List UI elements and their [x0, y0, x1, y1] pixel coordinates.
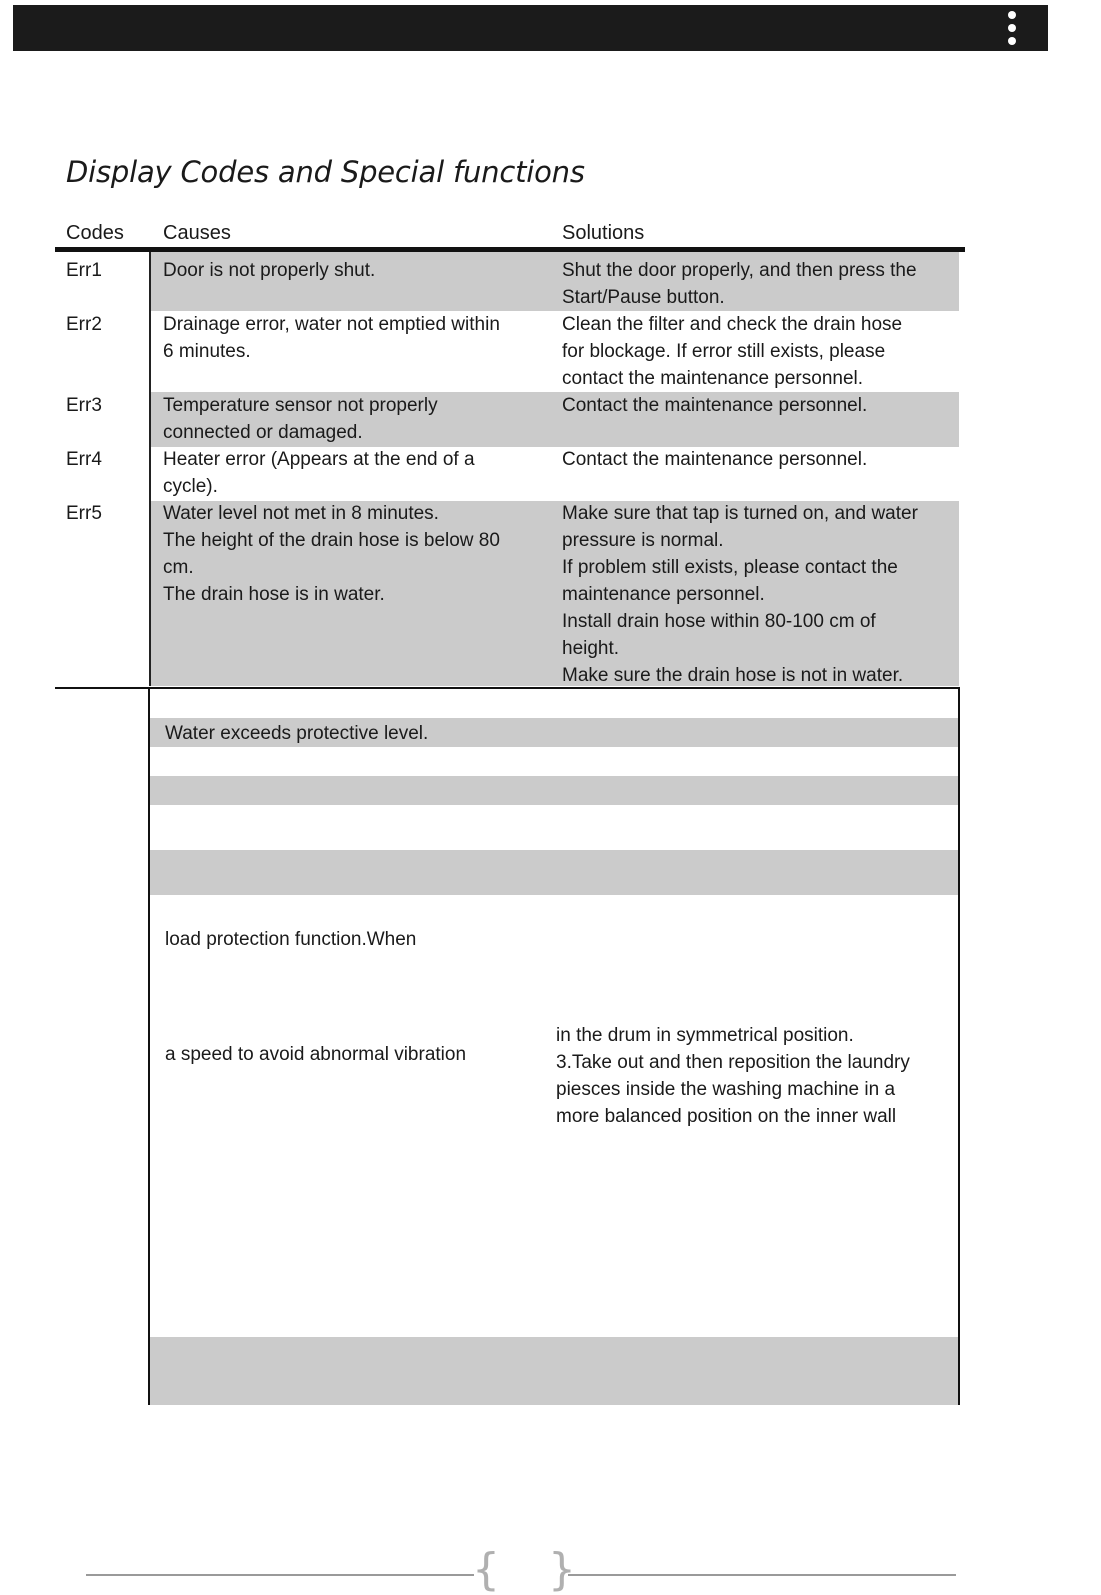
- error-code: Err3: [66, 395, 102, 416]
- column-header-solutions: Solutions: [562, 222, 645, 244]
- error-code: Err5: [66, 503, 102, 524]
- footer-rule-left: [86, 1574, 474, 1576]
- solution-text: Shut the door properly, and then press the Start/Pause button.: [562, 260, 917, 308]
- protective-level-text: Water exceeds protective level.: [165, 723, 429, 744]
- code-column-divider: [149, 252, 151, 686]
- error-code: Err2: [66, 314, 102, 335]
- cause-text: Heater error (Appears at the end of a cycle).: [163, 449, 475, 497]
- column-header-codes: Codes: [66, 222, 124, 244]
- solution-text: Clean the filter and check the drain hose for blockage. If error still exists, please contact the maintenance personnel.: [562, 314, 903, 389]
- error-code: Err4: [66, 449, 102, 470]
- page-title: Display Codes and Special functions: [66, 155, 585, 189]
- shaded-band: [150, 776, 958, 805]
- solution-text: Make sure that tap is turned on, and water pressure is normal. If problem still exists, please contact the maintenance personnel. Install drain hose within 80-100 cm of height. Make sure the drain hose is not in water.: [562, 503, 918, 686]
- more-dots-icon: [1006, 11, 1018, 51]
- cause-text: Water level not met in 8 minutes. The height of the drain hose is below 80 cm. The drain hose is in water.: [163, 503, 500, 605]
- load-protection-text: load protection function.When: [165, 929, 417, 950]
- open-brace-icon: {: [472, 1544, 500, 1595]
- column-header-causes: Causes: [163, 222, 231, 244]
- error-code: Err1: [66, 260, 102, 281]
- cause-text: Drainage error, water not emptied within 6 minutes.: [163, 314, 500, 362]
- shaded-band: [150, 1337, 958, 1405]
- footer-rule-right: [568, 1574, 956, 1576]
- solution-text: Contact the maintenance personnel.: [562, 395, 868, 416]
- cause-text: Door is not properly shut.: [163, 260, 376, 281]
- balance-solution-text: in the drum in symmetrical position. 3.Take out and then reposition the laundry piesces inside the washing machine in a more balanced position on the inner wall: [556, 1025, 910, 1127]
- shaded-band: [150, 850, 958, 895]
- solution-text: Contact the maintenance personnel.: [562, 449, 868, 470]
- section-rule: [55, 687, 152, 689]
- close-brace-icon: }: [548, 1544, 576, 1595]
- speed-text: a speed to avoid abnormal vibration: [165, 1044, 467, 1065]
- header-bar: [13, 5, 1048, 51]
- cause-text: Temperature sensor not properly connected or damaged.: [163, 395, 438, 443]
